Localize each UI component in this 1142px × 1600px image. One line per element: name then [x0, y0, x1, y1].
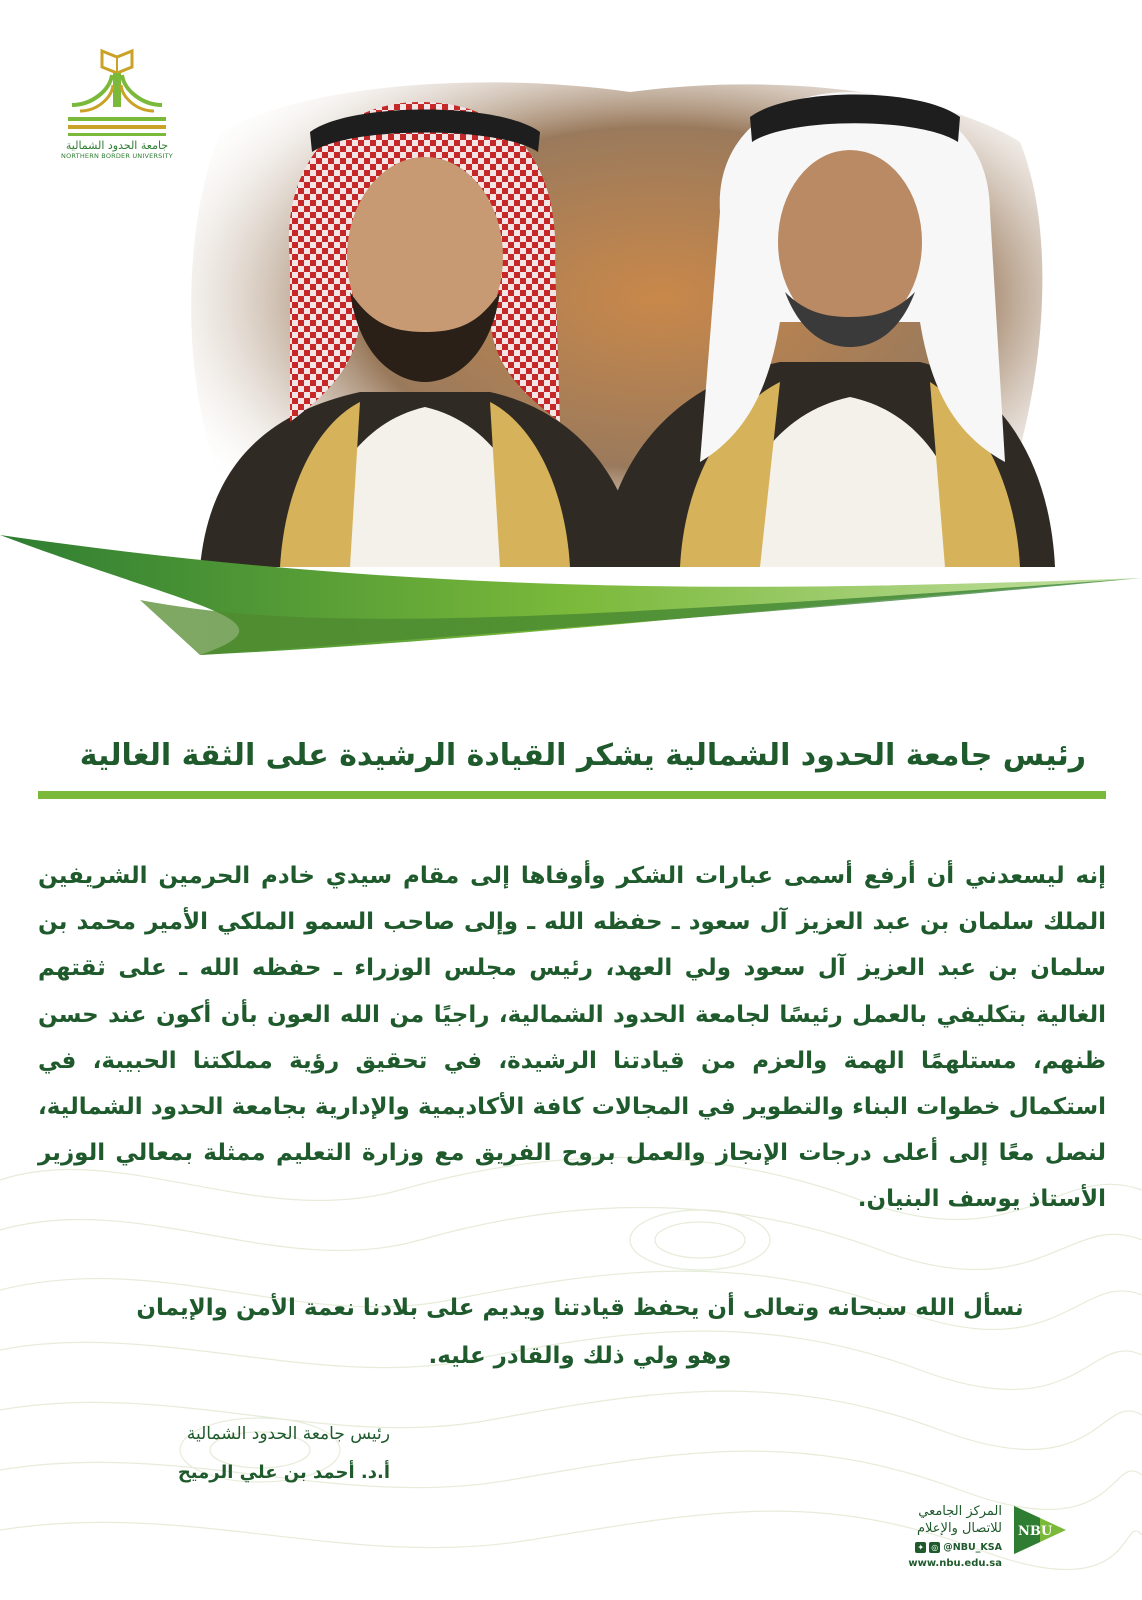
nbu-badge-text: NBU — [1018, 1524, 1053, 1539]
media-center-line-2: للاتصال والإعلام — [916, 1521, 1002, 1536]
website-link[interactable]: www.nbu.edu.sa — [908, 1558, 1002, 1569]
nbu-media-center — [890, 1500, 1070, 1580]
twitter-icon[interactable]: ✦ — [915, 1542, 926, 1553]
green-swoosh — [0, 530, 1142, 675]
leaders-photo — [160, 62, 1060, 567]
page-title: رئيس جامعة الحدود الشمالية يشكر القيادة الرشيدة على الثقة الغالية — [79, 738, 1086, 773]
instagram-icon[interactable]: ◎ — [929, 1542, 940, 1553]
closing-prayer — [60, 1284, 1100, 1380]
statement-body: إنه ليسعدني أن أرفع أسمى عبارات الشكر وأوفاها إلى مقام سيدي خادم الحرمين الشريفين الملك سلمان بن عبد العزيز آل سعود ـ حفظه الله ـ وإلى صاحب السمو الملكي الأمير محمد بن سلمان بن عبد العزيز آل سعود ولي العهد، رئيس مجلس الوزراء ـ حفظه الله ـ على ثقتهم الغالية بتكليفي بالعمل رئيسًا لجامعة الحدود الشمالية، راجيًا من الله العون بأن أكون عند حسن ظنهم، مستلهمًا الهمة والعزم من قيادتنا الرشيدة، في تحقيق رؤية مملكتنا الحبيبة، في استكمال خطوات البناء والتطوير في المجالات كافة الأكاديمية والإدارية بجامعة الحدود الشمالية، لنصل معًا إلى أعلى درجات الإنجاز والعمل بروح الفريق مع وزارة التعليم ممثلة بمعالي الوزير الأستاذ يوسف البنيان. — [38, 863, 1106, 1213]
signature-role: رئيس جامعة الحدود الشمالية — [186, 1424, 390, 1444]
social-handle-row — [915, 1542, 1002, 1553]
logo-arabic-name: جامعة الحدود الشمالية — [65, 139, 169, 152]
social-handle[interactable]: @NBU_KSA — [943, 1542, 1002, 1553]
prayer-line-2: وهو ولي ذلك والقادر عليه. — [428, 1343, 732, 1369]
title-underline — [38, 791, 1106, 799]
university-logo-icon — [62, 45, 172, 137]
signature-name: أ.د. أحمد بن علي الرميح — [177, 1462, 390, 1483]
logo-english-name: NORTHERN BORDER UNIVERSITY — [61, 152, 173, 160]
media-center-line-1: المركز الجامعي — [918, 1504, 1002, 1519]
prayer-line-1: نسأل الله سبحانه وتعالى أن يحفظ قيادتنا ويديم على بلادنا نعمة الأمن والإيمان — [136, 1295, 1024, 1321]
nbu-badge-icon — [1010, 1500, 1070, 1560]
